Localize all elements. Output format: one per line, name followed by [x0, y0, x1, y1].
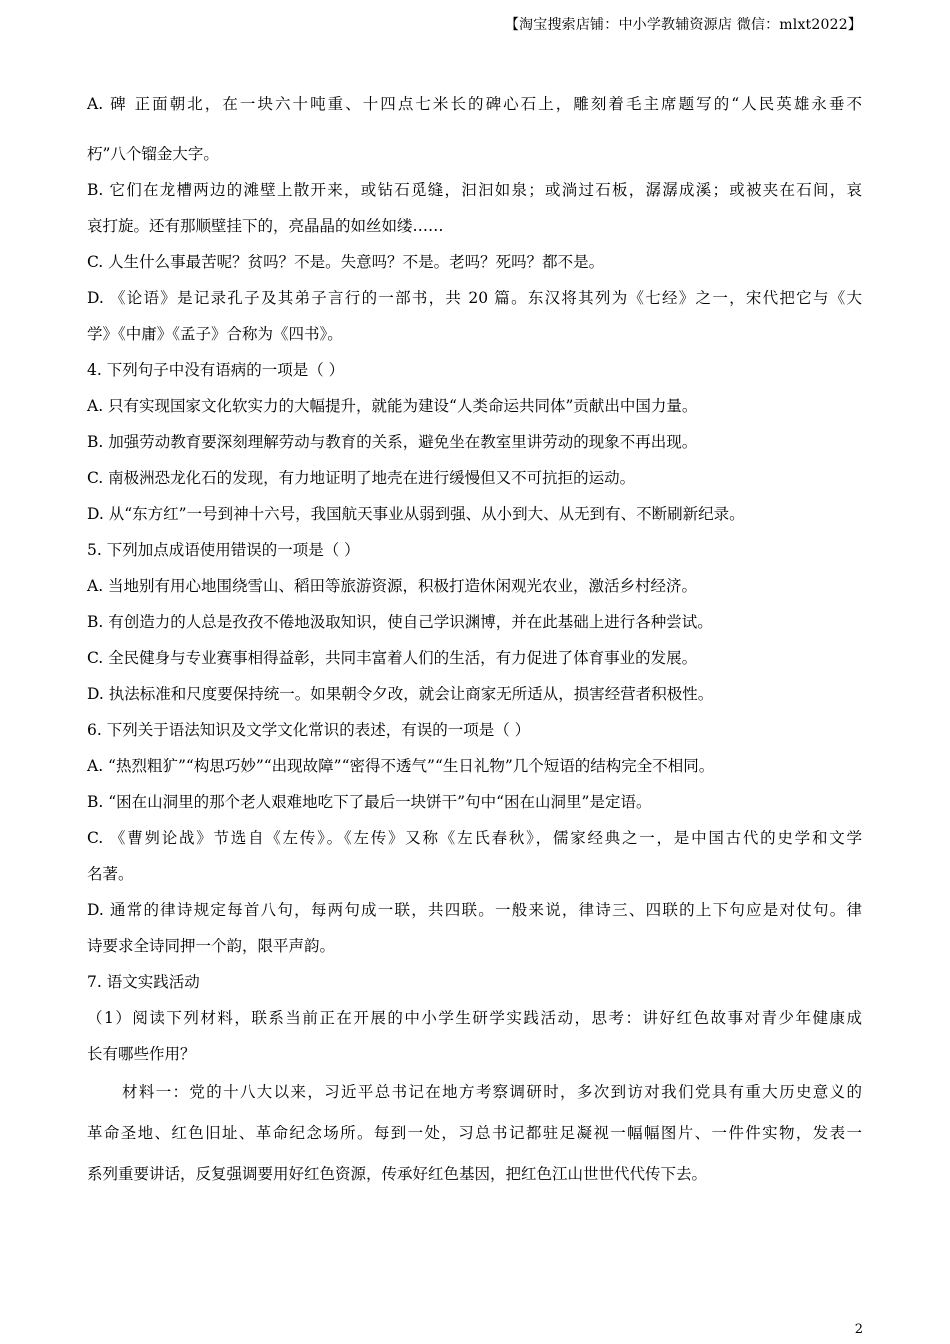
- material-1-line1: 材料一：党的十八大以来，习近平总书记在地方考察调研时，多次到访对我们党具有重大历史意义的: [122, 1083, 862, 1101]
- q3-option-b-line1: B. 它们在龙槽两边的滩壁上散开来，或钻石觅缝，汩汩如泉；或淌过石板，潺潺成溪；或被夹在石间，哀: [87, 181, 862, 199]
- q7-part1-line2: 长有哪些作用？: [87, 1045, 196, 1063]
- material-1-line2: 革命圣地、红色旧址、革命纪念场所。每到一处，习总书记都驻足凝视一幅幅图片、一件件实物，发表一: [87, 1124, 862, 1142]
- q3-option-a-line1: A. 碑 正面朝北，在一块六十吨重、十四点七米长的碑心石上，雕刻着毛主席题写的“人民英雄永垂不: [87, 95, 862, 113]
- q7-part1-line1: （1）阅读下列材料，联系当前正在开展的中小学生研学实践活动，思考：讲好红色故事对青少年健康成: [87, 1009, 862, 1027]
- q4-option-b: B. 加强劳动教育要深刻理解劳动与教育的关系，避免坐在教室里讲劳动的现象不再出现。: [87, 433, 698, 451]
- question-7: 7. 语文实践活动: [87, 973, 200, 991]
- q5-option-a: A. 当地别有用心地围绕雪山、稻田等旅游资源，积极打造休闲观光农业，激活乡村经济。: [87, 577, 698, 595]
- q6-option-d-line1: D. 通常的律诗规定每首八句，每两句成一联，共四联。一般来说，律诗三、四联的上下句应是对仗句。律: [87, 901, 862, 919]
- q3-option-c: C. 人生什么事最苦呢？贫吗？不是。失意吗？不是。老吗？死吗？都不是。: [87, 253, 605, 271]
- question-6: 6. 下列关于语法知识及文学文化常识的表述，有误的一项是（ ）: [87, 721, 531, 739]
- q4-option-c: C. 南极洲恐龙化石的发现，有力地证明了地壳在进行缓慢但又不可抗拒的运动。: [87, 469, 636, 487]
- q5-option-b: B. 有创造力的人总是孜孜不倦地汲取知识，使自己学识渊博，并在此基础上进行各种尝试。: [87, 613, 713, 631]
- q6-option-d-line2: 诗要求全诗同押一个韵，限平声韵。: [87, 937, 336, 955]
- q4-option-a: A. 只有实现国家文化软实力的大幅提升，就能为建设“人类命运共同体”贡献出中国力量。: [87, 397, 698, 415]
- q6-option-c-line2: 名著。: [87, 865, 134, 883]
- q6-option-a: A. “热烈粗犷”“构思巧妙”“出现故障”“密得不透气”“生日礼物”几个短语的结构完全不相同。: [87, 757, 715, 775]
- q3-option-d-line2: 学》《中庸》《孟子》合称为《四书》。: [87, 325, 343, 343]
- document-body: [87, 86, 862, 1195]
- material-1-line3: 系列重要讲话，反复强调要用好红色资源，传承好红色基因，把红色江山世世代代传下去。: [87, 1165, 708, 1183]
- q6-option-c-line1: C. 《曹刿论战》节选自《左传》。《左传》又称《左氏春秋》，儒家经典之一，是中国古代的史学和文学: [87, 829, 862, 847]
- q4-option-d: D. 从“东方红”一号到神十六号，我国航天事业从弱到强、从小到大、从无到有、不断刷新纪录。: [87, 505, 745, 523]
- q5-option-d: D. 执法标准和尺度要保持统一。如果朝令夕改，就会让商家无所适从，损害经营者积极性。: [87, 685, 714, 703]
- page-header: 【淘宝搜索店铺：中小学教辅资源店 微信：mlxt2022】: [504, 17, 862, 33]
- question-4: 4. 下列句子中没有语病的一项是（ ）: [87, 361, 345, 379]
- q3-option-b-line2: 哀打旋。还有那顺壁挂下的，亮晶晶的如丝如缕……: [87, 217, 444, 235]
- q6-option-b: B. “困在山洞里的那个老人艰难地吃下了最后一块饼干”句中“困在山洞里”是定语。: [87, 793, 652, 811]
- q5-option-c: C. 全民健身与专业赛事相得益彰，共同丰富着人们的生活，有力促进了体育事业的发展。: [87, 649, 698, 667]
- q3-option-d-line1: D. 《论语》是记录孔子及其弟子言行的一部书，共 20 篇。东汉将其列为《七经》之一，宋代把它与《大: [87, 289, 862, 307]
- page-number: 2: [854, 1322, 863, 1337]
- q3-option-a-line2: 朽”八个镏金大字。: [87, 145, 219, 163]
- question-5: 5. 下列加点成语使用错误的一项是（ ）: [87, 541, 360, 559]
